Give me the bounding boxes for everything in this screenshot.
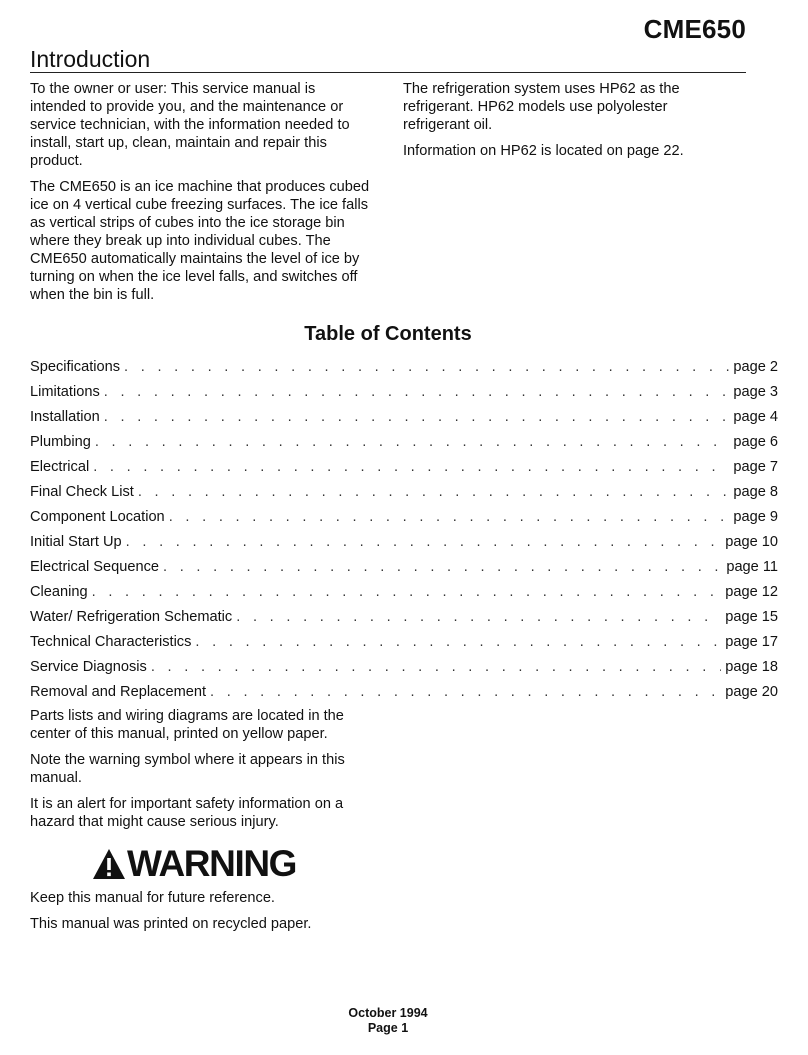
- toc-leader-dots: [126, 532, 722, 552]
- toc-entry-page: page 9: [733, 509, 778, 525]
- intro-right-column: [403, 80, 703, 168]
- toc-entry[interactable]: [30, 382, 778, 407]
- intro-paragraph: Information on HP62 is located on page 22.: [403, 143, 684, 159]
- intro-paragraph: To the owner or user: This service manual is intended to provide you, and the maintenance or service technician, with the information needed to install, start up, clean, maintain and repair this product.: [30, 81, 350, 169]
- model-number: CME650: [643, 14, 746, 44]
- toc-leader-dots: [236, 607, 721, 627]
- toc-entry[interactable]: [30, 557, 778, 582]
- toc-entry-label: Water/ Refrigeration Schematic: [30, 609, 233, 625]
- closing-block: [30, 889, 390, 941]
- toc-entry[interactable]: [30, 407, 778, 432]
- section-title: Introduction: [30, 46, 151, 72]
- toc-entry-label: Technical Characteristics: [30, 634, 192, 650]
- toc-entry-page: page 6: [733, 434, 778, 450]
- toc-entry-page: page 20: [725, 684, 778, 700]
- toc-leader-dots: [124, 357, 729, 377]
- toc-entry-page: page 3: [733, 384, 778, 400]
- toc-entry-label: Removal and Replacement: [30, 684, 207, 700]
- toc-entry-page: page 10: [725, 534, 778, 550]
- toc-leader-dots: [138, 482, 730, 502]
- toc-entry[interactable]: [30, 582, 778, 607]
- toc-entry-label: Electrical Sequence: [30, 559, 159, 575]
- toc-entry[interactable]: [30, 657, 778, 682]
- toc-entry-label: Specifications: [30, 359, 121, 375]
- toc-entry-page: page 17: [725, 634, 778, 650]
- toc-entry-page: page 8: [733, 484, 778, 500]
- toc-entry-label: Initial Start Up: [30, 534, 122, 550]
- toc-entry[interactable]: [30, 357, 778, 382]
- toc-leader-dots: [104, 407, 730, 427]
- toc-leader-dots: [151, 657, 721, 677]
- toc-entry-label: Electrical: [30, 459, 90, 475]
- toc-title: Table of Contents: [304, 323, 472, 345]
- toc-entry[interactable]: [30, 632, 778, 657]
- toc-leader-dots: [92, 582, 722, 602]
- toc-leader-dots: [195, 632, 721, 652]
- toc-leader-dots: [95, 432, 730, 452]
- toc-entry-label: Limitations: [30, 384, 100, 400]
- header-rule: [30, 72, 746, 73]
- toc-entry-label: Installation: [30, 409, 100, 425]
- toc-leader-dots: [104, 382, 730, 402]
- toc-leader-dots: [169, 507, 730, 527]
- toc-leader-dots: [163, 557, 722, 577]
- toc-entry-label: Cleaning: [30, 584, 88, 600]
- toc-entry[interactable]: [30, 432, 778, 457]
- toc-entry[interactable]: [30, 607, 778, 632]
- warning-symbol: [92, 844, 296, 884]
- closing-paragraph: This manual was printed on recycled paper.: [30, 916, 312, 932]
- toc-entry-page: page 12: [725, 584, 778, 600]
- toc-entry-label: Service Diagnosis: [30, 659, 147, 675]
- toc-entry-page: page 2: [733, 359, 778, 375]
- warning-label: WARNING: [127, 843, 297, 884]
- intro-paragraph: The CME650 is an ice machine that produces cubed ice on 4 vertical cube freezing surfaces. The ice falls as vertical strips of cubes into the ice storage bin where they break up into individual cubes. The CME650 automatically maintains the level of ice by turning on when the ice level falls, and switches off when the bin is full.: [30, 179, 370, 303]
- table-of-contents: [30, 357, 778, 707]
- toc-entry[interactable]: [30, 532, 778, 557]
- note-paragraph: Note the warning symbol where it appears in this manual.: [30, 752, 345, 786]
- toc-entry[interactable]: [30, 682, 778, 707]
- toc-entry[interactable]: [30, 482, 778, 507]
- toc-entry-page: page 15: [725, 609, 778, 625]
- note-paragraph: Parts lists and wiring diagrams are located in the center of this manual, printed on yellow paper.: [30, 708, 344, 742]
- toc-leader-dots: [93, 457, 729, 477]
- intro-paragraph: The refrigeration system uses HP62 as the refrigerant. HP62 models use polyolester refrigerant oil.: [403, 81, 680, 133]
- toc-entry-label: Final Check List: [30, 484, 134, 500]
- note-paragraph: It is an alert for important safety information on a hazard that might cause serious injury.: [30, 796, 344, 830]
- toc-entry-page: page 7: [733, 459, 778, 475]
- toc-entry[interactable]: [30, 507, 778, 532]
- toc-entry[interactable]: [30, 457, 778, 482]
- notes-block: [30, 707, 370, 839]
- footer-page-number: Page 1: [367, 1021, 409, 1035]
- toc-leader-dots: [210, 682, 721, 702]
- warning-triangle-icon: [92, 848, 126, 880]
- toc-entry-page: page 4: [733, 409, 778, 425]
- toc-entry-page: page 11: [726, 559, 778, 575]
- toc-entry-label: Plumbing: [30, 434, 91, 450]
- toc-entry-label: Component Location: [30, 509, 165, 525]
- toc-entry-page: page 18: [725, 659, 778, 675]
- intro-left-column: [30, 80, 372, 312]
- closing-paragraph: Keep this manual for future reference.: [30, 890, 275, 906]
- page-footer: [0, 1006, 776, 1036]
- footer-date: October 1994: [348, 1006, 428, 1020]
